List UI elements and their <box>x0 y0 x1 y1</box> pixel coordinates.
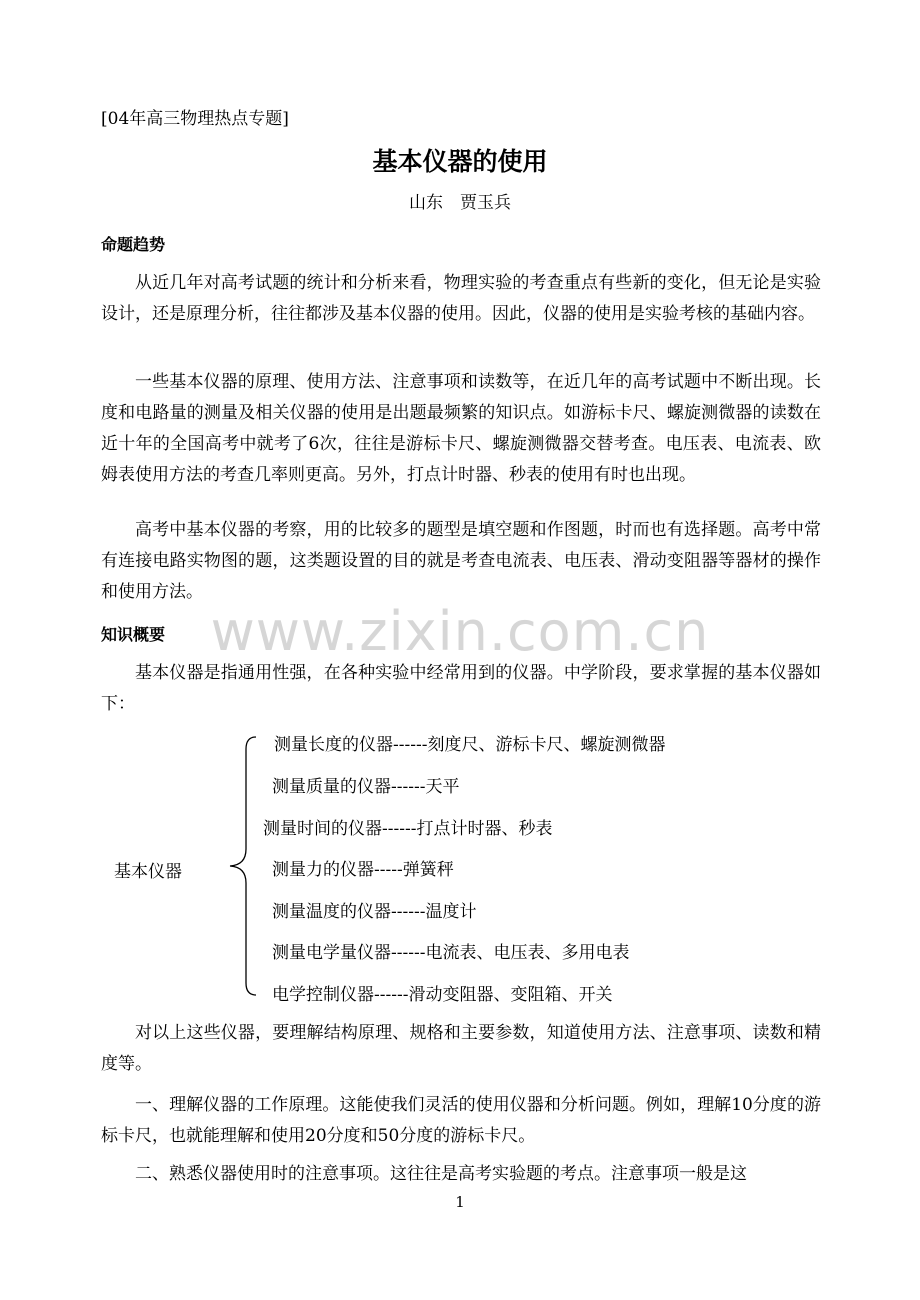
overview-paragraph-1: 对以上这些仪器，要理解结构原理、规格和主要参数，知道使用方法、注意事项、读数和精度等。 <box>101 1023 821 1074</box>
page-title: 基本仪器的使用 <box>372 147 548 176</box>
tree-branch-time: 测量时间的仪器------打点计时器、秒表 <box>263 819 553 839</box>
tree-branch-force: 测量力的仪器-----弹簧秤 <box>272 860 454 880</box>
tree-branch-electric: 测量电学量仪器------电流表、电压表、多用电表 <box>272 943 630 963</box>
tree-branch-control: 电学控制仪器------滑动变阻器、变阻箱、开关 <box>272 985 613 1005</box>
series-tag: [04年高三物理热点专题] <box>101 109 289 129</box>
overview-intro: 基本仪器是指通用性强，在各种实验中经常用到的仪器。中学阶段，要求掌握的基本仪器如下： <box>101 663 821 714</box>
tree-branch-mass: 测量质量的仪器------天平 <box>272 777 460 797</box>
curly-brace-icon <box>226 735 260 997</box>
trend-paragraph-1: 从近几年对高考试题的统计和分析来看，物理实验的考查重点有些新的变化，但无论是实验设计，还是原理分析，往往都涉及基本仪器的使用。因此，仪器的使用是实验考核的基础内容。 <box>101 273 821 324</box>
watermark: www.zixin.com.cn <box>210 600 710 663</box>
trend-paragraph-3: 高考中基本仪器的考察，用的比较多的题型是填空题和作图题，时而也有选择题。高考中常有连接电路实物图的题，这类题设置的目的就是考查电流表、电压表、滑动变阻器等器材的操作和使用方法。 <box>101 520 821 602</box>
page-number: 1 <box>455 1193 465 1211</box>
section-heading-trend: 命题趋势 <box>101 235 166 254</box>
tree-branch-length: 测量长度的仪器------刻度尺、游标卡尺、螺旋测微器 <box>274 735 666 755</box>
tree-root-label: 基本仪器 <box>114 862 182 882</box>
trend-paragraph-2: 一些基本仪器的原理、使用方法、注意事项和读数等，在近几年的高考试题中不断出现。长度和电路量的测量及相关仪器的使用是出题最频繁的知识点。如游标卡尺、螺旋测微器的读数在近十年的全国高考中就考了6次，往往是游标卡尺、螺旋测微器交替考查。电压表、电流表、欧姆表使用方法的考查几率则更高。另外，打点计时器、秒表的使用有时也出现。 <box>101 372 821 485</box>
overview-paragraph-3: 二、熟悉仪器使用时的注意事项。这往往是高考实验题的考点。注意事项一般是这 <box>135 1164 747 1184</box>
author-line: 山东 贾玉兵 <box>409 193 511 213</box>
overview-paragraph-2: 一、理解仪器的工作原理。这能使我们灵活的使用仪器和分析问题。例如，理解10分度的游标卡尺，也就能理解和使用20分度和50分度的游标卡尺。 <box>101 1095 821 1146</box>
section-heading-overview: 知识概要 <box>101 625 166 644</box>
tree-branch-temperature: 测量温度的仪器------温度计 <box>272 902 477 922</box>
